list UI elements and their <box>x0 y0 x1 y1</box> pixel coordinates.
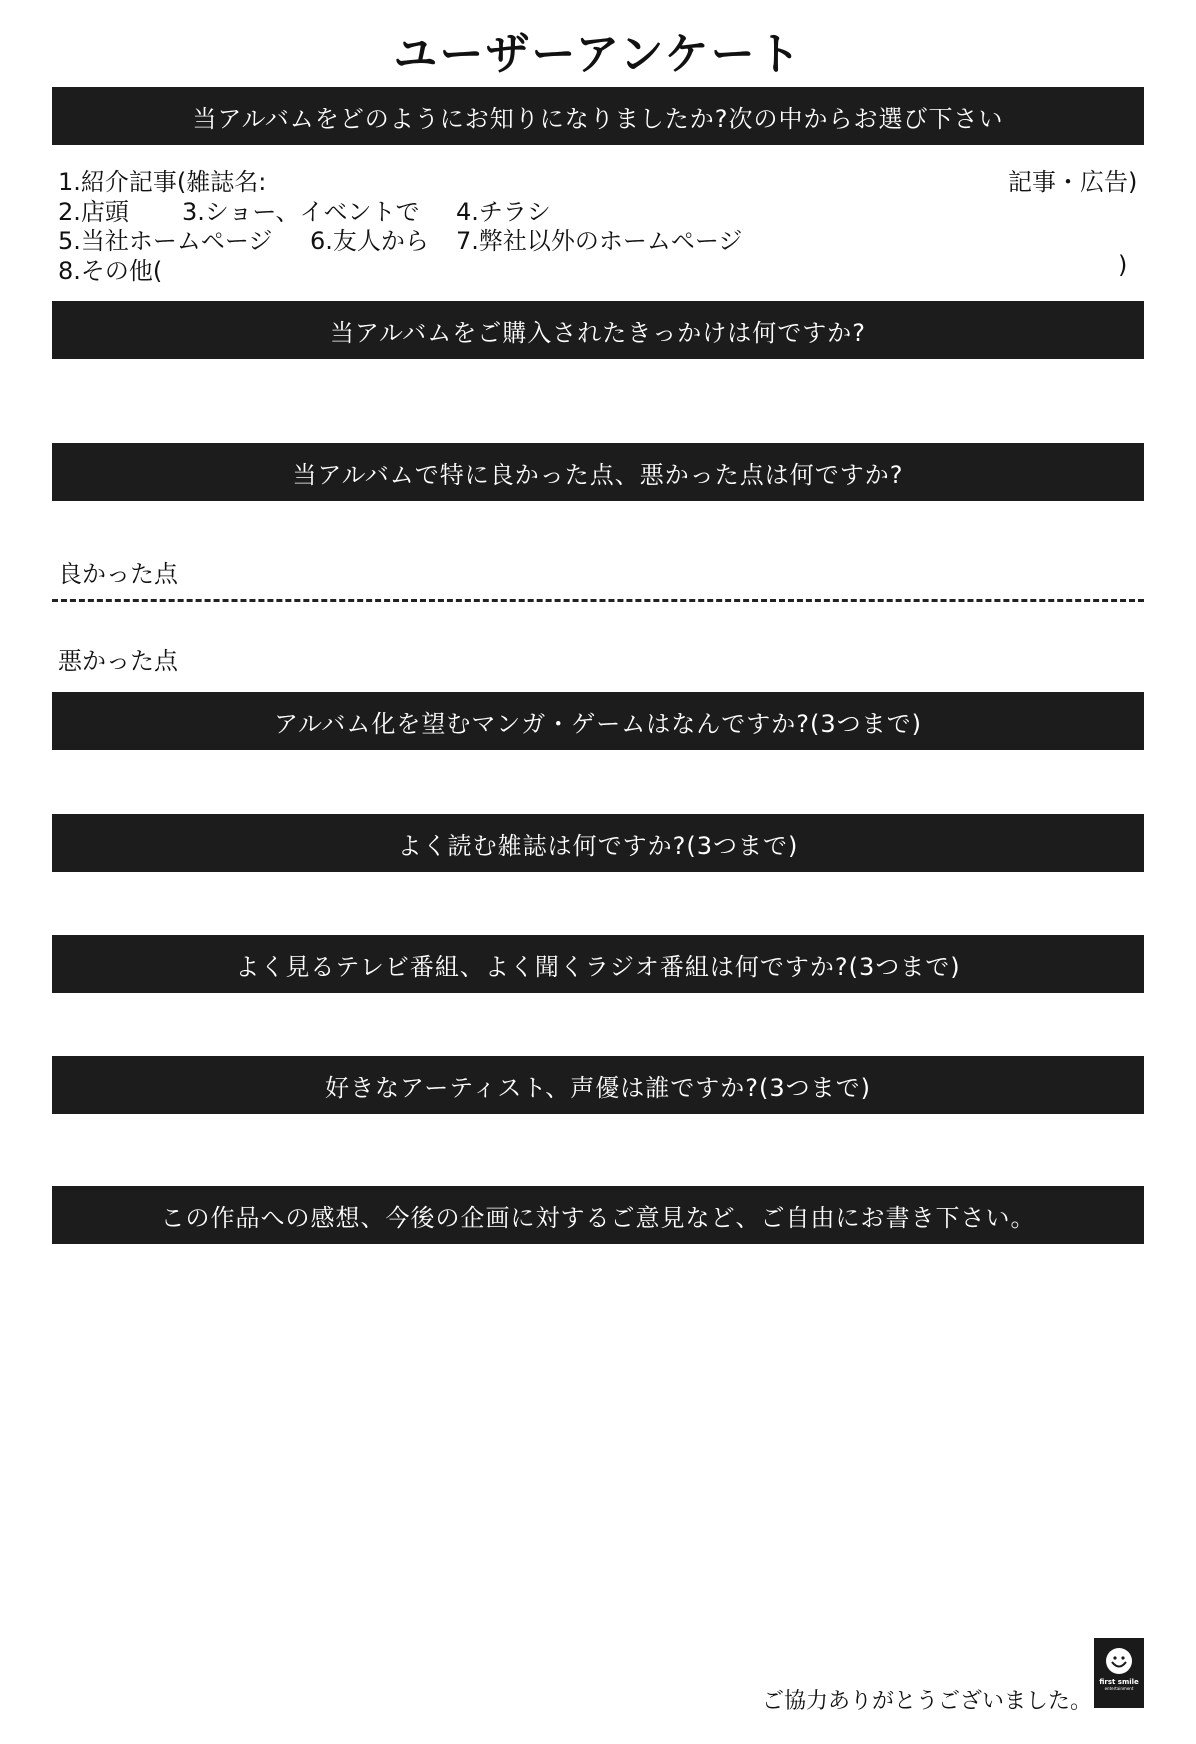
section-header-tv-radio: よく見るテレビ番組、よく聞くラジオ番組は何ですか?(3つまで) <box>52 935 1144 993</box>
option-8[interactable]: 8.その他( <box>58 257 163 285</box>
option-7[interactable]: 7.弊社以外のホームページ <box>456 227 743 255</box>
section-header-purchase-reason: 当アルバムをご購入されたきっかけは何ですか? <box>52 301 1144 359</box>
page-title: ユーザーアンケート <box>393 29 803 80</box>
section-header-how-known: 当アルバムをどのようにお知りになりましたか?次の中からお選び下さい <box>52 87 1144 145</box>
option-1-end: 記事・広告) <box>1008 168 1138 196</box>
section-header-magazines: よく読む雑誌は何ですか?(3つまで) <box>52 814 1144 872</box>
smiley-icon <box>1104 1646 1134 1676</box>
section-header-good-bad: 当アルバムで特に良かった点、悪かった点は何ですか? <box>52 443 1144 501</box>
section-header-artists: 好きなアーティスト、声優は誰ですか?(3つまで) <box>52 1056 1144 1114</box>
logo-sub: entertainment <box>1104 1686 1134 1691</box>
thank-you-message: ご協力ありがとうございました。 <box>761 1689 1092 1714</box>
divider <box>52 599 1144 602</box>
option-5[interactable]: 5.当社ホームページ <box>58 227 273 255</box>
section-header-comments: この作品への感想、今後の企画に対するご意見など、ご自由にお書き下さい。 <box>52 1186 1144 1244</box>
logo-name: first smile <box>1099 1678 1139 1686</box>
first-smile-logo <box>1094 1638 1144 1708</box>
option-1[interactable]: 1.紹介記事(雑誌名: <box>58 168 267 196</box>
option-6[interactable]: 6.友人から <box>310 227 429 255</box>
option-4[interactable]: 4.チラシ <box>456 198 551 226</box>
option-8-end: ) <box>1118 251 1128 279</box>
option-2[interactable]: 2.店頭 <box>58 198 129 226</box>
option-3[interactable]: 3.ショー、イベントで <box>182 198 420 226</box>
bad-points-label: 悪かった点 <box>58 647 178 675</box>
good-points-label: 良かった点 <box>58 560 178 588</box>
section-header-album-wishes: アルバム化を望むマンガ・ゲームはなんですか?(3つまで) <box>52 692 1144 750</box>
